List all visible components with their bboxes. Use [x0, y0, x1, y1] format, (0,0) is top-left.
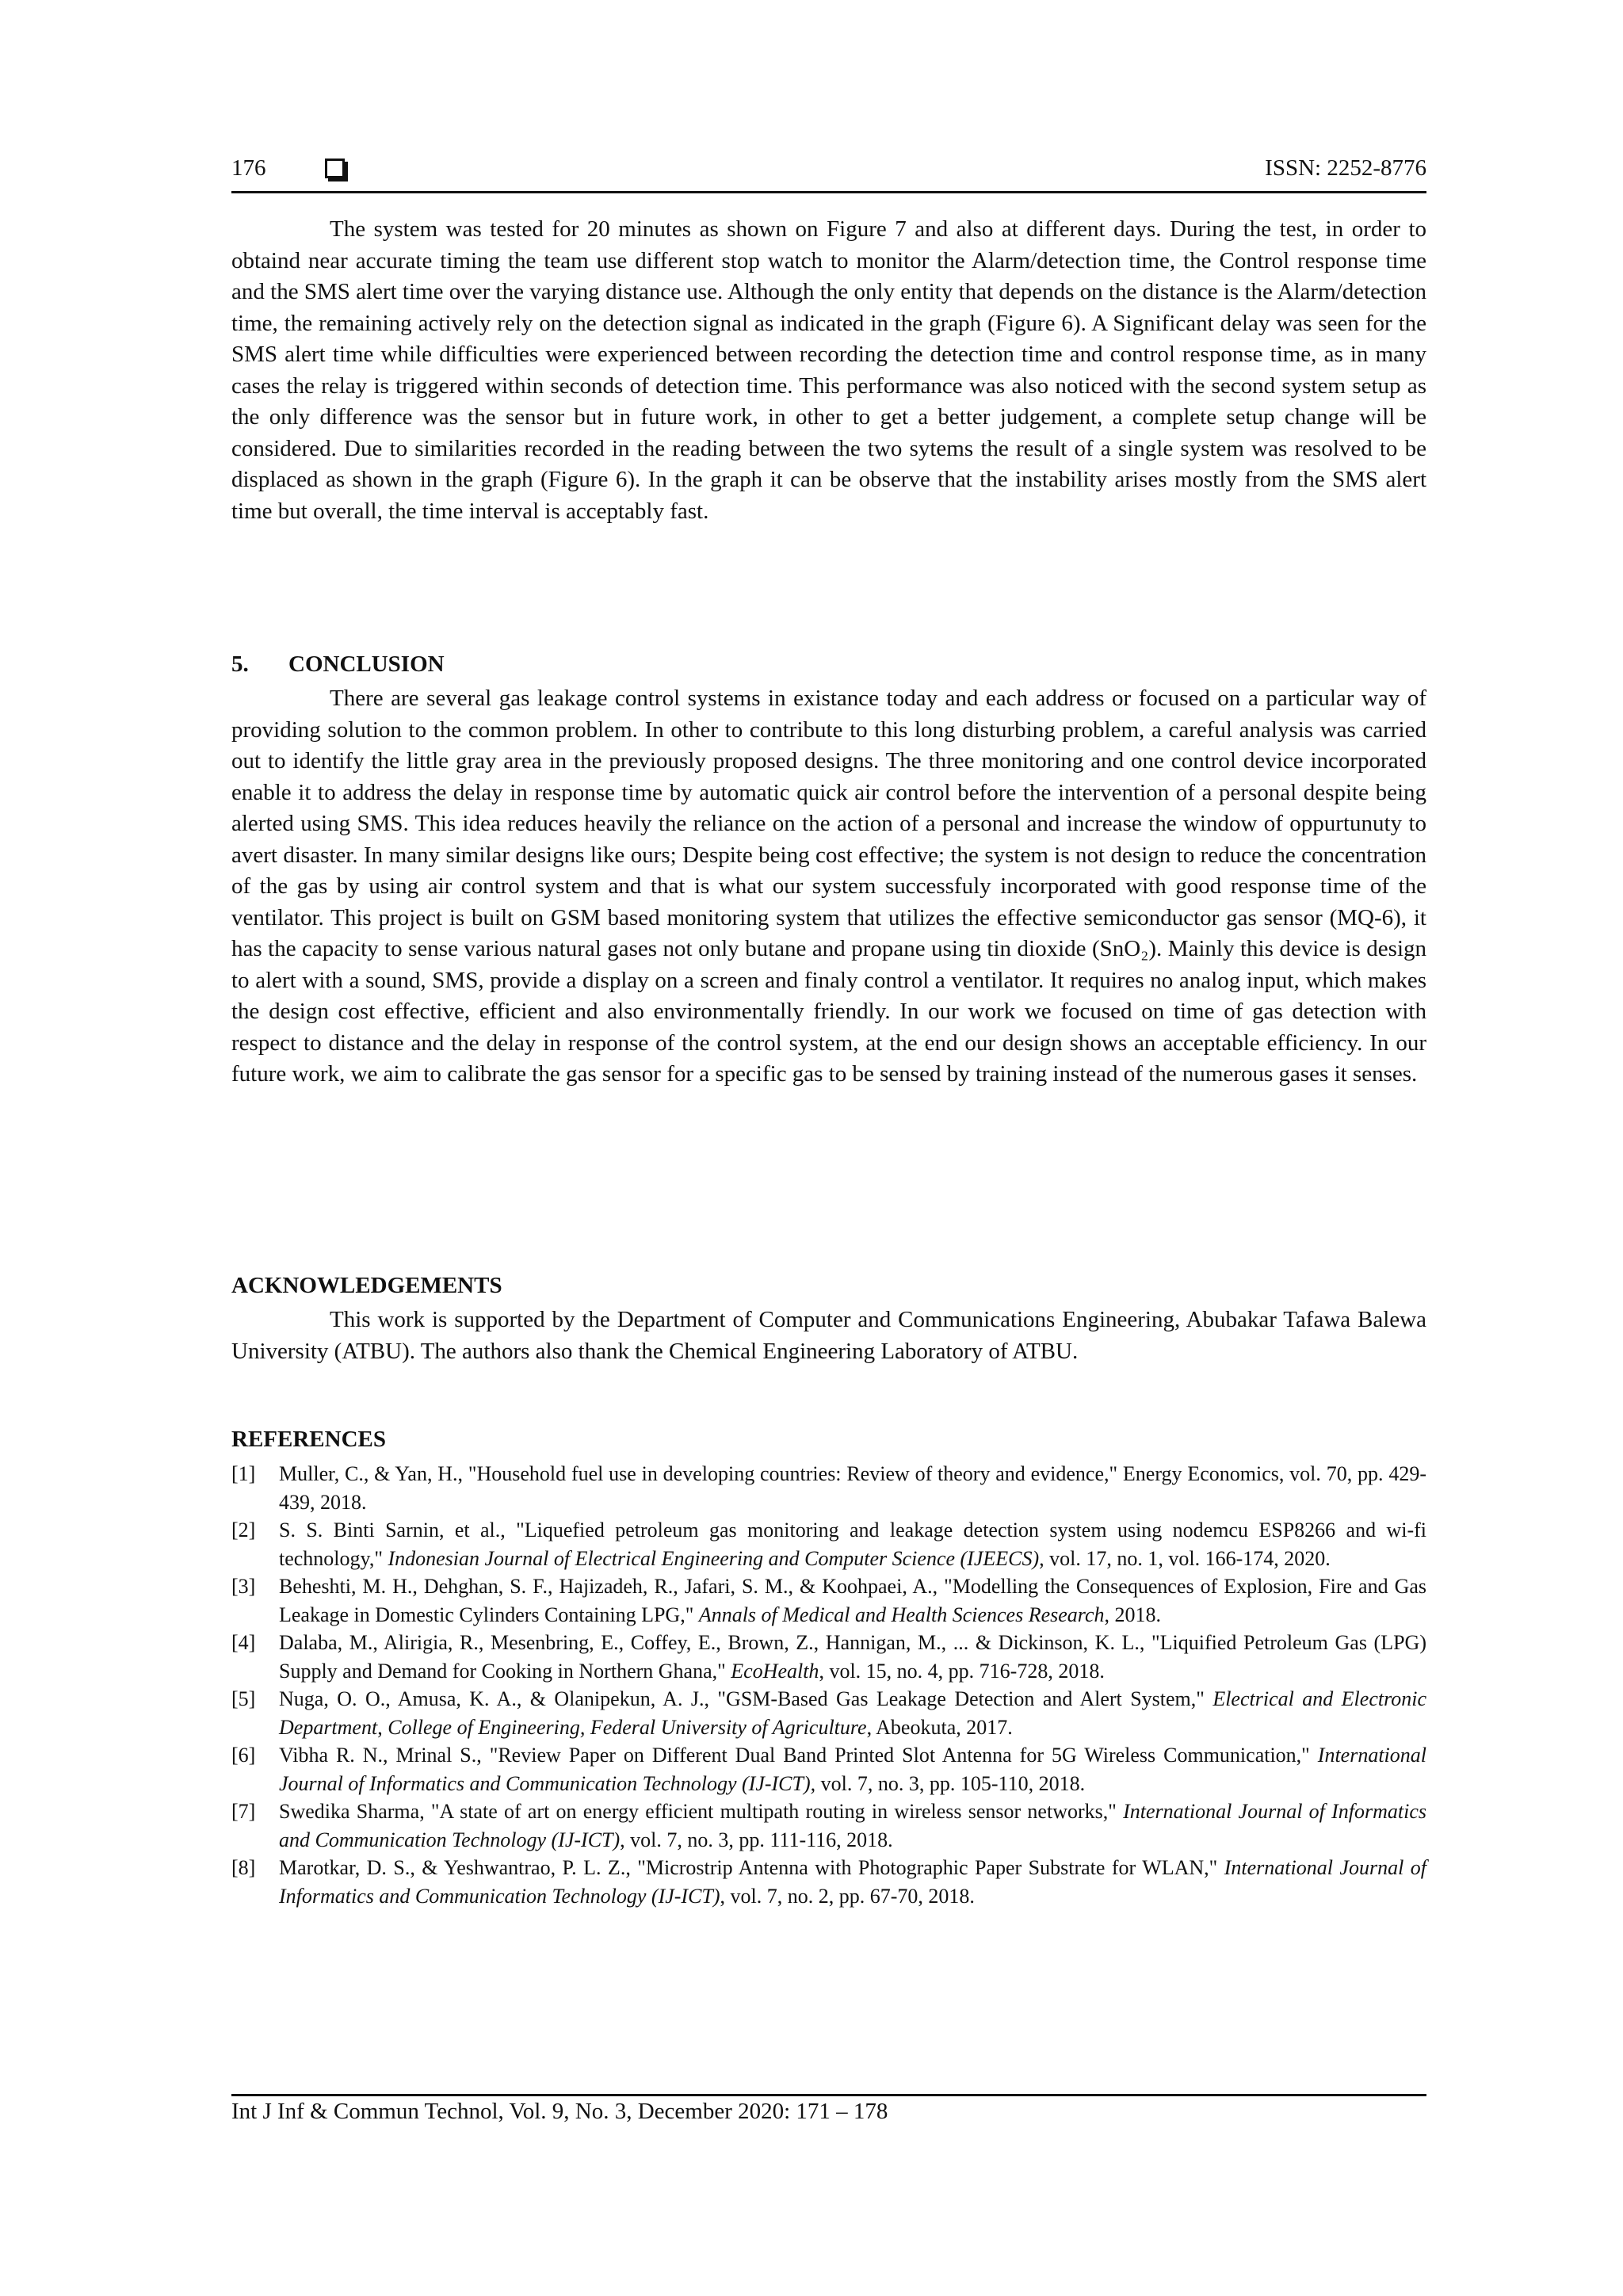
reference-list: [231, 1460, 1426, 1910]
reference-item: [231, 1685, 1426, 1741]
conclusion-heading: [231, 651, 445, 678]
conclusion-paragraph: [231, 683, 1426, 1091]
journal-footer: Int J Inf & Commun Technol, Vol. 9, No. 3, December 2020: 171 – 178: [231, 2099, 888, 2124]
reference-text: Dalaba, M., Alirigia, R., Mesenbring, E., Coffey, E., Brown, Z., Hannigan, M., ... & Dickinson, K. L., "Liquified Petroleum Gas (LPG) Supply and Demand for Cooking in Northern Ghana,": [279, 1631, 1426, 1683]
chemical-formula: SnO₂: [1099, 936, 1149, 961]
header-divider: [231, 191, 1426, 193]
reference-item: [231, 1741, 1426, 1797]
reference-text: Nuga, O. O., Amusa, K. A., & Olanipekun, A. J., "GSM-Based Gas Leakage Detection and Alert System,": [279, 1687, 1213, 1710]
reference-text: , Abeokuta, 2017.: [866, 1715, 1013, 1739]
footer-divider: [231, 2094, 1426, 2096]
reference-venue: Annals of Medical and Health Sciences Research: [698, 1603, 1105, 1626]
reference-item: [231, 1629, 1426, 1685]
reference-venue: EcoHealth: [731, 1659, 819, 1683]
reference-text: ,: [377, 1715, 388, 1739]
reference-text: Swedika Sharma, "A state of art on energy efficient multipath routing in wireless sensor networks,": [279, 1800, 1124, 1823]
reference-label: [4]: [231, 1631, 256, 1654]
reference-label: [2]: [231, 1519, 256, 1541]
reference-text: S. S. Binti Sarnin, et al., "Liquefied petroleum gas monitoring and leakage detection system using nodemcu ESP8266 and wi-fi technology,": [279, 1519, 1426, 1570]
reference-item: [231, 1516, 1426, 1572]
reference-text: Muller, C., & Yan, H., "Household fuel use in developing countries: Review of theory and evidence," Energy Economics, vol. 70, pp. 429-439, 2018.: [279, 1462, 1426, 1514]
page-number: 176: [231, 155, 266, 181]
reference-item: [231, 1797, 1426, 1854]
reference-item: [231, 1572, 1426, 1629]
reference-venue: International Journal of Informatics and Communication Technology (IJ-ICT): [279, 1800, 1426, 1851]
reference-venue: International Journal of Informatics and Communication Technology (IJ-ICT),: [279, 1744, 1426, 1795]
reference-text: , vol. 15, no. 4, pp. 716-728, 2018.: [819, 1659, 1105, 1683]
reference-venue: Electrical and Electronic Department: [279, 1687, 1426, 1739]
square-bullet-icon: [325, 159, 345, 178]
reference-label: [8]: [231, 1856, 256, 1879]
reference-venue: College of Engineering, Federal University of Agriculture: [388, 1715, 867, 1739]
reference-label: [3]: [231, 1575, 256, 1598]
section-title: CONCLUSION: [288, 651, 445, 677]
acknowledgements-paragraph: This work is supported by the Department of Computer and Communications Engineering, Abubakar Tafawa Balewa University (ATBU). The authors also thank the Chemical Engineering Laboratory of ATBU.: [231, 1307, 1426, 1364]
conclusion-text-part: ). Mainly this device is design to alert with a sound, SMS, provide a display on a screen and finaly control a ventilator. It requires no analog input, which makes the design cost effective, efficient and also environmentally friendly. In our work we focused on time of gas detection with respect to distance and the delay in response of the control system, at the end our design shows an acceptable efficiency. In our future work, we aim to calibrate the gas sensor for a specific gas to be sensed by training instead of the numerous gases it senses.: [231, 936, 1427, 1087]
reference-text: , vol. 7, no. 2, pp. 67-70, 2018.: [720, 1884, 975, 1908]
reference-venue: International Journal of Informatics and Communication Technology (IJ-ICT): [279, 1856, 1426, 1908]
section-number: 5.: [231, 651, 249, 677]
reference-label: [7]: [231, 1800, 256, 1823]
reference-text: Beheshti, M. H., Dehghan, S. F., Hajizadeh, R., Jafari, S. M., & Koohpaei, A., "Modelling the Consequences of Explosion, Fire and Gas Leakage in Domestic Cylinders Containing LPG,": [279, 1575, 1426, 1626]
reference-item: [231, 1460, 1426, 1516]
reference-label: [1]: [231, 1462, 256, 1485]
reference-venue: Indonesian Journal of Electrical Engineering and Computer Science (IJEECS),: [388, 1546, 1044, 1570]
reference-text: , vol. 7, no. 3, pp. 111-116, 2018.: [620, 1828, 893, 1851]
reference-text: , 2018.: [1104, 1603, 1161, 1626]
page-header: [231, 155, 1426, 187]
reference-label: [5]: [231, 1687, 256, 1710]
reference-item: [231, 1854, 1426, 1910]
reference-text: vol. 7, no. 3, pp. 105-110, 2018.: [815, 1771, 1086, 1795]
references-heading: REFERENCES: [231, 1427, 386, 1452]
reference-text: vol. 17, no. 1, vol. 166-174, 2020.: [1044, 1546, 1331, 1570]
issn-label: ISSN: 2252-8776: [1265, 155, 1426, 181]
acknowledgements-heading: ACKNOWLEDGEMENTS: [231, 1273, 502, 1298]
conclusion-text-part: There are several gas leakage control systems in existance today and each address or focused on a particular way of providing solution to the common problem. In other to contribute to this long disturbing problem, a careful analysis was carried out to identify the little gray area in the previously proposed designs. The three monitoring and one control device incorporated enable it to address the delay in response time by automatic quick air control before the intervention of a personal despite being alerted using SMS. This idea reduces heavily the reliance on the action of a personal and increase the window of oppurtunuty to avert disaster. In many similar designs like ours; Despite being cost effective; the system is not design to reduce the concentration of the gas by using air control system and that is what our system successfuly incorporated with good response time of the ventilator. This project is built on GSM based monitoring system that utilizes the effective semiconductor gas sensor (MQ-6), it has the capacity to sense various natural gases not only butane and propane using tin dioxide (: [231, 686, 1426, 961]
reference-label: [6]: [231, 1744, 256, 1767]
reference-text: Marotkar, D. S., & Yeshwantrao, P. L. Z., "Microstrip Antenna with Photographic Paper Substrate for WLAN,": [279, 1856, 1224, 1879]
reference-text: Vibha R. N., Mrinal S., "Review Paper on Different Dual Band Printed Slot Antenna for 5G Wireless Communication,": [279, 1744, 1318, 1767]
results-paragraph: The system was tested for 20 minutes as shown on Figure 7 and also at different days. During the test, in order to obtaind near accurate timing the team use different stop watch to monitor the Alarm/detection time, the Control response time and the SMS alert time over the varying distance use. Although the only entity that depends on the distance is the Alarm/detection time, the remaining actively rely on the detection signal as indicated in the graph (Figure 6). A Significant delay was seen for the SMS alert time while difficulties were experienced between recording the detection time and control response time, as in many cases the relay is triggered within seconds of detection time. This performance was also noticed with the second system setup as the only difference was the sensor but in future work, in other to get a better judgement, a complete setup change will be considered. Due to similarities recorded in the reading between the two sytems the result of a single system was resolved to be displaced as shown in the graph (Figure 6). In the graph it can be observe that the instability arises mostly from the SMS alert time but overall, the time interval is acceptably fast.: [231, 216, 1426, 524]
